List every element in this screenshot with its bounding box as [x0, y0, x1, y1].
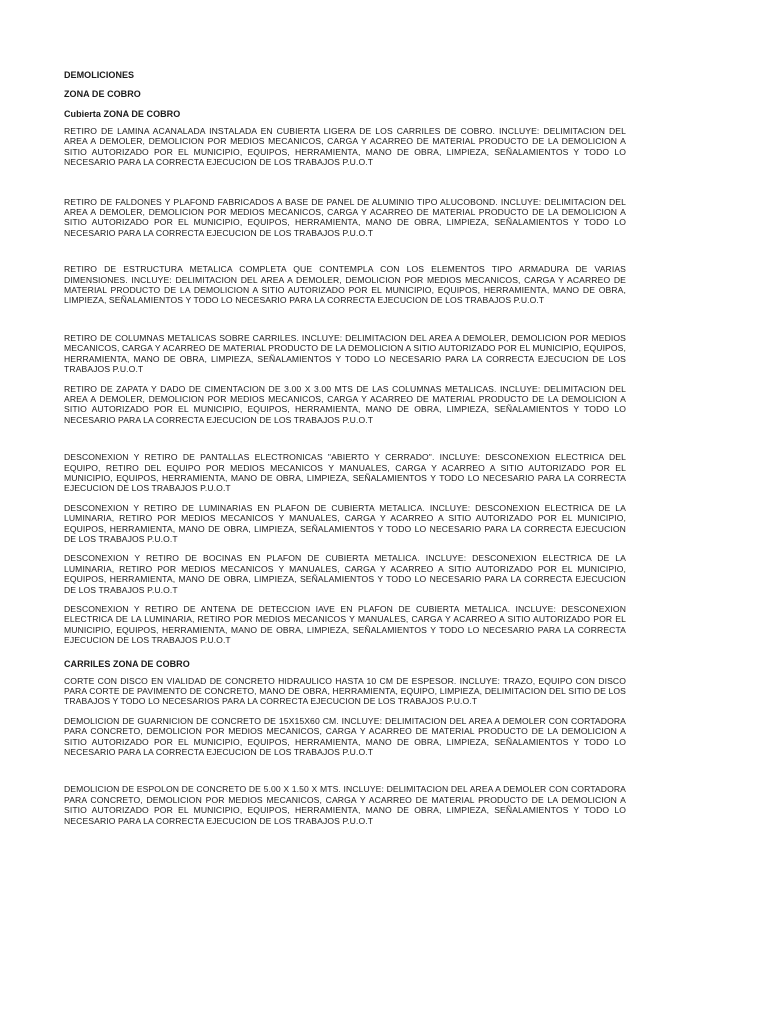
paragraph: RETIRO DE FALDONES Y PLAFOND FABRICADOS A BASE DE PANEL DE ALUMINIO TIPO ALUCOBOND. INCLUYE: DELIMITACION DEL AREA A DEMOLER, DEMOLICION POR MEDIOS MECANICOS, CARGA Y ACARREO DE MATERIAL PRODUCTO DE LA DEMOLICION A SITIO AUTORIZADO POR EL MUNICIPIO, EQUIPOS, HERRAMIENTA, MANO DE OBRA, LIMPIEZA, SEÑALAMIENTOS Y TODO LO NECESARIO PARA LA CORRECTA EJECUCION DE LOS TRABAJOS P.U.O.T [64, 196, 626, 238]
paragraph: DESCONEXION Y RETIRO DE BOCINAS EN PLAFON DE CUBIERTA METALICA. INCLUYE: DESCONEXION ELECTRICA DE LA LUMINARIA, RETIRO POR MEDIOS MECANICOS Y MANUALES, CARGA Y ACARREO A SITIO AUTORIZADO POR EL MUNICIPIO, EQUIPOS, HERRAMIENTA, MANO DE OBRA, LIMPIEZA, SEÑALAMIENTOS Y TODO LO NECESARIO PARA LA CORRECTA EJECUCION DE LOS TRABAJOS P.U.O.T [64, 553, 626, 595]
paragraph: DEMOLICION DE GUARNICION DE CONCRETO DE 15X15X60 CM. INCLUYE: DELIMITACION DEL AREA A DEMOLER CON CORTADORA PARA CONCRETO, DEMOLICION POR MEDIOS MECANICOS, CARGA Y ACARREO DE MATERIAL PRODUCTO DE LA DEMOLICION A SITIO AUTORIZADO POR EL MUNICIPIO, EQUIPOS, HERRAMIENTA, MANO DE OBRA, LIMPIEZA, SEÑALAMIENTOS Y TODO LO NECESARIO PARA LA CORRECTA EJECUCION DE LOS TRABAJOS P.U.O.T [64, 715, 626, 758]
paragraph: DEMOLICION DE ESPOLON DE CONCRETO DE 5.00 X 1.50 X MTS. INCLUYE: DELIMITACION DEL AREA A DEMOLER CON CORTADORA PARA CONCRETO, DEMOLICION POR MEDIOS MECANICOS, CARGA Y ACARREO DE MATERIAL PRODUCTO DE LA DEMOLICION A SITIO AUTORIZADO POR EL MUNICIPIO, EQUIPOS, HERRAMIENTA, MANO DE OBRA, LIMPIEZA, SEÑALAMIENTOS Y TODO LO NECESARIO PARA LA CORRECTA EJECUCION DE LOS TRABAJOS P.U.O.T [64, 784, 626, 826]
paragraph: RETIRO DE COLUMNAS METALICAS SOBRE CARRILES. INCLUYE: DELIMITACION DEL AREA A DEMOLER, DEMOLICION POR MEDIOS MECANICOS, CARGA Y ACARREO DE MATERIAL PRODUCTO DE LA DEMOLICION A SITIO AUTORIZADO POR EL MUNICIPIO, EQUIPOS, HERRAMIENTA, MANO DE OBRA, LIMPIEZA, SEÑALAMIENTOS Y TODO LO NECESARIO PARA LA CORRECTA EJECUCION DE LOS TRABAJOS P.U.O.T [64, 332, 626, 375]
paragraph: DESCONEXION Y RETIRO DE ANTENA DE DETECCION IAVE EN PLAFON DE CUBIERTA METALICA. INCLUYE: DESCONEXION ELECTRICA DE LA LUMINARIA, RETIRO POR MEDIOS MECANICOS Y MANUALES, CARGA Y ACARREO A SITIO AUTORIZADO POR EL MUNICIPIO, EQUIPOS, HERRAMIENTA, MANO DE OBRA, LIMPIEZA, SEÑALAMIENTOS Y TODO LO NECESARIO PARA LA CORRECTA EJECUCION DE LOS TRABAJOS P.U.O.T [64, 604, 626, 646]
paragraph: DESCONEXION Y RETIRO DE PANTALLAS ELECTRONICAS "ABIERTO Y CERRADO". INCLUYE: DESCONEXION ELECTRICA DEL EQUIPO, RETIRO DEL EQUIPO POR MEDIOS MECANICOS Y MANUALES, CARGA Y ACARREO A SITIO AUTORIZADO POR EL MUNICIPIO, EQUIPOS, HERRAMIENTA, MANO DE OBRA, LIMPIEZA, SEÑALAMIENTOS Y TODO LO NECESARIO PARA LA CORRECTA EJECUCION DE LOS TRABAJOS P.U.O.T [64, 452, 626, 494]
paragraph: RETIRO DE ESTRUCTURA METALICA COMPLETA QUE CONTEMPLA CON LOS ELEMENTOS TIPO ARMADURA DE VARIAS DIMENSIONES. INCLUYE: DELIMITACION DEL AREA A DEMOLER, DEMOLICION POR MEDIOS MECANICOS, CARGA Y ACARREO DE MATERIAL PRODUCTO DE LA DEMOLICION A SITIO AUTORIZADO POR EL MUNICIPIO, EQUIPOS, HERRAMIENTA, MANO DE OBRA, LIMPIEZA, SEÑALAMIENTOS Y TODO LO NECESARIO PARA LA CORRECTA EJECUCION DE LOS TRABAJOS P.U.O.T [64, 264, 626, 306]
section-title-demoliciones: DEMOLICIONES [64, 70, 135, 80]
paragraph: CORTE CON DISCO EN VIALIDAD DE CONCRETO HIDRAULICO HASTA 10 CM DE ESPESOR. INCLUYE: TRAZO, EQUIPO CON DISCO PARA CORTE DE PAVIMENTO DE CONCRETO, MANO DE OBRA, HERRAMIENTA, EQUIPO, LIMPIEZA, DELIMITACION DEL SITIO DE LOS TRABAJOS Y TODO LO NECESARIOS PARA LA CORRECTA EJECUCION DE LOS TRABAJOS P.U.O.T [64, 675, 626, 707]
subsection-title-cubierta: Cubierta ZONA DE COBRO [64, 109, 181, 119]
paragraph: RETIRO DE ZAPATA Y DADO DE CIMENTACION DE 3.00 X 3.00 MTS DE LAS COLUMNAS METALICAS. INCLUYE: DELIMITACION DEL AREA A DEMOLER, DEMOLICION POR MEDIOS MECANICOS, CARGA Y ACARREO DE MATERIAL PRODUCTO DE LA DEMOLICION A SITIO AUTORIZADO POR EL MUNICIPIO, EQUIPOS, HERRAMIENTA, MANO DE OBRA, LIMPIEZA, SEÑALAMIENTOS Y TODO LO NECESARIO PARA LA CORRECTA EJECUCION DE LOS TRABAJOS P.U.O.T [64, 383, 626, 425]
paragraph: RETIRO DE LAMINA ACANALADA INSTALADA EN CUBIERTA LIGERA DE LOS CARRILES DE COBRO. INCLUYE: DELIMITACION DEL AREA A DEMOLER, DEMOLICION POR MEDIOS MECANICOS, CARGA Y ACARREO DE MATERIAL PRODUCTO DE LA DEMOLICION A SITIO AUTORIZADO POR EL MUNICIPIO, EQUIPOS, HERRAMIENTA, MANO DE OBRA, LIMPIEZA, SEÑALAMIENTOS Y TODO LO NECESARIO PARA LA CORRECTA EJECUCION DE LOS TRABAJOS P.U.O.T [64, 126, 626, 168]
paragraph: DESCONEXION Y RETIRO DE LUMINARIAS EN PLAFON DE CUBIERTA METALICA. INCLUYE: DESCONEXION ELECTRICA DE LA LUMINARIA, RETIRO POR MEDIOS MECANICOS Y MANUALES, CARGA Y ACARREO A SITIO AUTORIZADO POR EL MUNICIPIO, EQUIPOS, HERRAMIENTA, MANO DE OBRA, LIMPIEZA, SEÑALAMIENTOS Y TODO LO NECESARIO PARA LA CORRECTA EJECUCION DE LOS TRABAJOS P.U.O.T [64, 502, 626, 544]
document-body [64, 70, 626, 826]
section-title-zona-de-cobro: ZONA DE COBRO [64, 89, 141, 99]
subsection-title-carriles: CARRILES ZONA DE COBRO [64, 658, 190, 669]
